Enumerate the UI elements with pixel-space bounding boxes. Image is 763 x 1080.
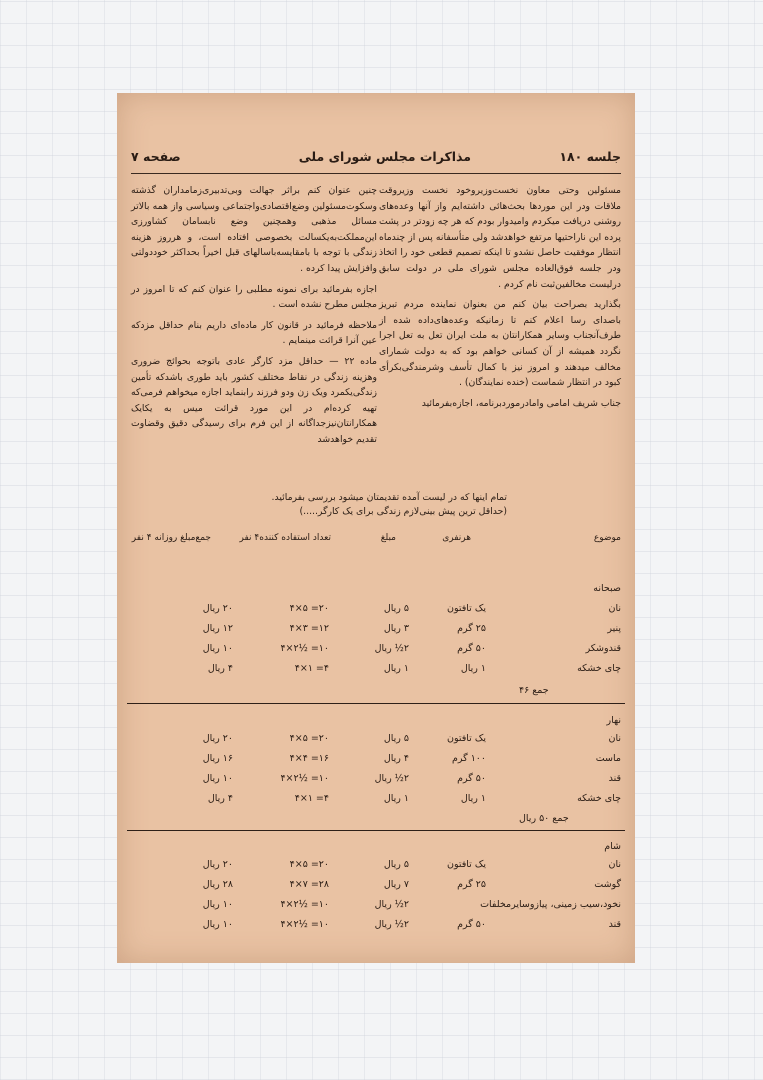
row-item: نان <box>608 733 621 744</box>
row-calc: ۴×۲½ =۱۰ <box>280 919 329 930</box>
row-qty: ۵۰ گرم <box>457 919 486 930</box>
table-header <box>131 533 621 573</box>
row-qty: ۲۵ گرم <box>457 879 486 890</box>
paragraph: چنین عنوان کنم براثر جهالت وبی‌تدبیری‌زمامداران گذشته وسکوت‌مسئولین وضع‌اقتصادی‌واجتماعی وسیاسی واز همه بالاتر مسائل مذهبی وهمچنین وضع نابسامان کشاورزی این‌مملکت‌به‌یکسالت بخصوصی افتاده است، و هرروز هزینه زندگی با توجه با بامقایسه‌باسالهای قبل اخیراً بحداکثر خود‌دولتی وافزایش پیدا کرده . <box>131 185 377 274</box>
table-row <box>131 733 621 753</box>
row-price: ۴ ریال <box>383 753 409 764</box>
row-calc: ۴×۲½ =۱۰ <box>280 643 329 654</box>
page-title: مذاکرات مجلس شورای ملی <box>298 149 471 164</box>
table-row <box>131 859 621 879</box>
section-sum: جمع ۵۰ ریال <box>519 813 569 824</box>
section-title-breakfast: صبحانه <box>593 583 621 594</box>
section-sum: جمع ۴۶ <box>519 685 549 696</box>
row-item: گوشت <box>594 879 621 890</box>
row-calc: ۴×۱ =۴ <box>294 793 329 804</box>
row-item: نخود،سیب زمینی، پیاز‌وسایرمخلفات <box>480 899 621 910</box>
section-divider <box>127 703 625 704</box>
row-price: ۱ ریال <box>383 793 409 804</box>
row-price: ۵ ریال <box>383 733 409 744</box>
paragraph: جناب شریف امامی وامادر‌مورد‌برنامه، اجازه‌بفرمائید <box>421 397 621 409</box>
paragraph: بگذارید بصراحت بیان کنم من بعنوان نماینده مردم تبریز باصدای رسا اعلام کنم تا زمانیکه وعده‌های‌داده شده از طرف‌آنجناب وسایر همکارانتان به ملت ایران تعل به تعل اجرا نگردد همیشه از آن کسانی خواهم بود که به دولت شمارای مخالف میدهند و امروز نیز با کمال تأسف وشرمندگی‌بکرأی کبود در انتظار شماست (خنده نمایندگان) . <box>379 299 621 389</box>
section-divider <box>127 830 625 831</box>
row-price: ۳ ریال <box>383 623 409 634</box>
row-price: ۵ ریال <box>383 859 409 870</box>
row-price: ۷ ریال <box>383 879 409 890</box>
row-item: چای خشکه <box>577 663 621 674</box>
right-column <box>379 183 621 416</box>
row-total: ۱۰ ریال <box>202 919 233 930</box>
row-qty: یک تافتون <box>447 733 486 744</box>
header-qty: هرنفری <box>442 533 471 543</box>
row-qty: یک تافتون <box>447 603 486 614</box>
row-calc: ۴×۳ =۱۲ <box>289 623 329 634</box>
table-row <box>131 899 621 919</box>
table-row <box>131 793 621 813</box>
table-intro <box>207 491 507 519</box>
row-item: نان <box>608 603 621 614</box>
paragraph: مسئولین وحتی معاون نخست‌وزیر‌وخود نخست وزیروقت ملاقات ودر این موردها بحث‌هائی داشته‌ایم واز آنها وعده‌های روشنی دریافت میکردم وامیدوار بودم که هر چه زودتر در پشت پرده این ناراحتیها مرتفع خواهدشد ولی متأسفانه پس از چندماه انتظار موفقیت حاصل نشدو تا اینکه تصمیم قطعی خود را اتخاذ ودر جلسه فوق‌العاده مجلس شورای ملی در دولت سابق درلیست مخالفین‌ثبت نام کردم . <box>379 185 621 290</box>
row-item: چای خشکه <box>577 793 621 804</box>
table-row <box>131 603 621 623</box>
row-item: قند <box>608 919 621 930</box>
row-calc: ۴×۲½ =۱۰ <box>280 899 329 910</box>
table-row <box>131 879 621 899</box>
row-calc: ۴×۲½ =۱۰ <box>280 773 329 784</box>
table-row <box>131 919 621 939</box>
row-total: ۱۶ ریال <box>202 753 233 764</box>
scanned-page <box>117 93 635 963</box>
row-total: ۱۲ ریال <box>202 623 233 634</box>
intro-line: تمام اینها که در لیست آمده تقدیمتان میشود بررسی بفرمائید. <box>271 492 507 503</box>
row-calc: ۴×۴ =۱۶ <box>289 753 329 764</box>
row-total: ۲۰ ریال <box>202 603 233 614</box>
session-number: جلسه ۱۸۰ <box>559 149 621 164</box>
row-total: ۲۰ ریال <box>202 733 233 744</box>
header-item: موضوع <box>593 533 621 543</box>
header-rule <box>131 173 621 174</box>
header-total: جمع‌مبلغ روزانه ۴ نفر <box>131 533 211 543</box>
section-title-dinner: شام <box>604 841 621 852</box>
row-qty: ۵۰ گرم <box>457 643 486 654</box>
row-item: پنیر <box>607 623 621 634</box>
left-column <box>131 183 377 453</box>
header-price: مبلغ <box>380 533 396 543</box>
table-row <box>131 643 621 663</box>
row-item: نان <box>608 859 621 870</box>
page-number: صفحه ۷ <box>131 149 181 164</box>
row-calc: ۴×۵ =۲۰ <box>289 603 329 614</box>
row-total: ۲۰ ریال <box>202 859 233 870</box>
row-total: ۲۸ ریال <box>202 879 233 890</box>
row-total: ۱۰ ریال <box>202 773 233 784</box>
table-row <box>131 753 621 773</box>
row-calc: ۴×۱ =۴ <box>294 663 329 674</box>
paragraph: اجازه بفرمائید برای نمونه مطلبی را عنوان کنم که تا امروز در مجلس مطرح نشده است . <box>131 283 377 311</box>
intro-line: (حداقل ترین پیش بینی‌لازم زندگی برای یک کارگر.....) <box>299 506 507 517</box>
row-total: ۱۰ ریال <box>202 899 233 910</box>
paragraph: ملاحظه فرمائید در قانون کار ماده‌ای داریم بنام حداقل مزدکه عین آنرا قرائت مینمایم . <box>131 319 377 347</box>
page-header <box>131 149 621 171</box>
row-item: قندوشکر <box>585 643 621 654</box>
row-price: ۱ ریال <box>383 663 409 674</box>
row-total: ۴ ریال <box>207 793 233 804</box>
row-qty: ۱ ریال <box>460 663 486 674</box>
row-price: ۵ ریال <box>383 603 409 614</box>
header-count: تعداد استفاده کننده‌۴ نفر <box>239 533 331 543</box>
row-price: ۲½ ریال <box>374 773 409 784</box>
row-calc: ۴×۵ =۲۰ <box>289 859 329 870</box>
table-row <box>131 773 621 793</box>
section-title-lunch: نهار <box>606 715 621 726</box>
row-qty: ۱ ریال <box>460 793 486 804</box>
row-calc: ۴×۵ =۲۰ <box>289 733 329 744</box>
row-total: ۱۰ ریال <box>202 643 233 654</box>
row-item: ماست <box>595 753 621 764</box>
paragraph: ماده ۲۲ — حداقل مزد کارگر عادی باتوجه بحوائج ضروری وهزینه زندگی در نقاط مختلف کشور باید طوری باشدکه تأمین زندگی‌یکمرد ویک زن ودو فرزند رابنماید اجازه میخواهم فرمی‌که تهیه کرده‌ام در این مورد قرائت میس به یکایک همکارانتان‌نیزجداگانه از این فرم برای رسیدگی دقیق وقضاوت تقدیم خواهدشد <box>131 355 377 445</box>
row-price: ۲½ ریال <box>374 643 409 654</box>
row-price: ۲½ ریال <box>374 899 409 910</box>
row-qty: یک تافتون <box>447 859 486 870</box>
table-row <box>131 623 621 643</box>
row-qty: ۱۰۰ گرم <box>452 753 486 764</box>
row-calc: ۴×۷ =۲۸ <box>289 879 329 890</box>
row-qty: ۲۵ گرم <box>457 623 486 634</box>
table-row <box>131 663 621 683</box>
row-qty: ۵۰ گرم <box>457 773 486 784</box>
row-price: ۲½ ریال <box>374 919 409 930</box>
row-total: ۴ ریال <box>207 663 233 674</box>
row-item: قند <box>608 773 621 784</box>
